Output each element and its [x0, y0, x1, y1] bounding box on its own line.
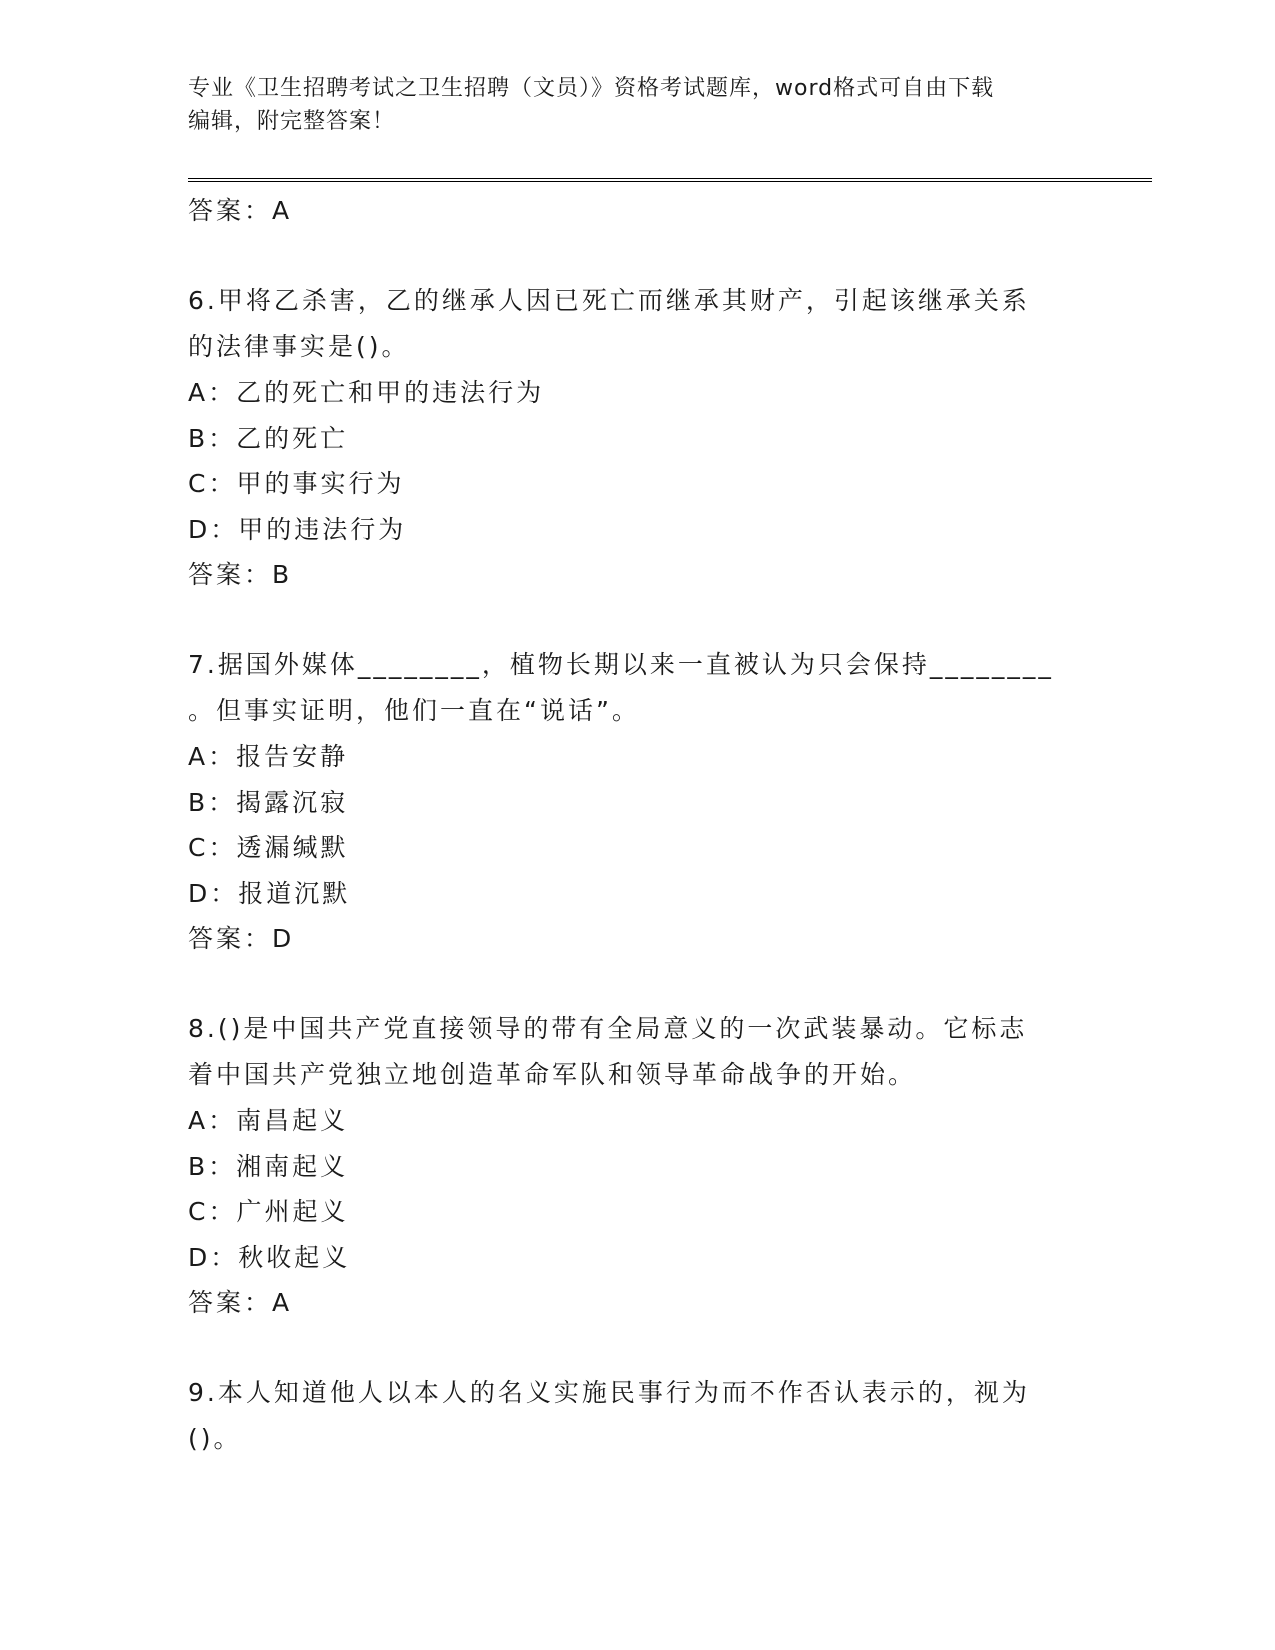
option-d: D：秋收起义: [188, 1242, 351, 1272]
option-a: A：南昌起义: [188, 1106, 349, 1135]
option-b: B：乙的死亡: [188, 423, 349, 453]
answer-7: 答案：D: [188, 924, 295, 953]
question-7: [188, 642, 1068, 916]
answer-8: 答案：A: [188, 1288, 293, 1317]
answer-6: 答案：B: [188, 560, 293, 589]
document-header: [188, 72, 1088, 138]
question-text-line: 8.()是中国共产党直接领导的带有全局意义的一次武装暴动。它标志: [188, 1014, 1028, 1043]
question-list: [188, 188, 1068, 1462]
option-a: A：报告安静: [188, 742, 349, 771]
question-8: [188, 1006, 1068, 1280]
header-divider: [188, 178, 1152, 182]
question-9: [188, 1370, 1068, 1462]
option-b: B：揭露沉寂: [188, 787, 349, 817]
option-c: C：甲的事实行为: [188, 469, 405, 498]
question-text-line: 6.甲将乙杀害，乙的继承人因已死亡而继承其财产，引起该继承关系: [188, 286, 1030, 315]
option-c: C：广州起义: [188, 1197, 349, 1226]
question-text-line: 着中国共产党独立地创造革命军队和领导革命战争的开始。: [188, 1060, 917, 1089]
option-b: B：湘南起义: [188, 1151, 349, 1181]
header-line-2: 编辑，附完整答案！: [188, 109, 396, 134]
option-c: C：透漏缄默: [188, 833, 349, 862]
option-d: D：报道沉默: [188, 878, 351, 908]
option-d: D：甲的违法行为: [188, 514, 407, 544]
question-text-line: 。但事实证明，他们一直在“说话”。: [188, 696, 640, 725]
question-text-line: ()。: [188, 1424, 242, 1453]
question-text-line: 的法律事实是()。: [188, 332, 410, 361]
question-6: [188, 278, 1068, 552]
option-a: A：乙的死亡和甲的违法行为: [188, 378, 545, 407]
question-text-line: 7.据国外媒体________，植物长期以来一直被认为只会保持________: [188, 650, 1054, 679]
question-text-line: 9.本人知道他人以本人的名义实施民事行为而不作否认表示的，视为: [188, 1378, 1030, 1407]
header-line-1: 专业《卫生招聘考试之卫生招聘（文员）》资格考试题库，word格式可自由下载: [188, 76, 995, 101]
answer-5: 答案：A: [188, 196, 293, 225]
